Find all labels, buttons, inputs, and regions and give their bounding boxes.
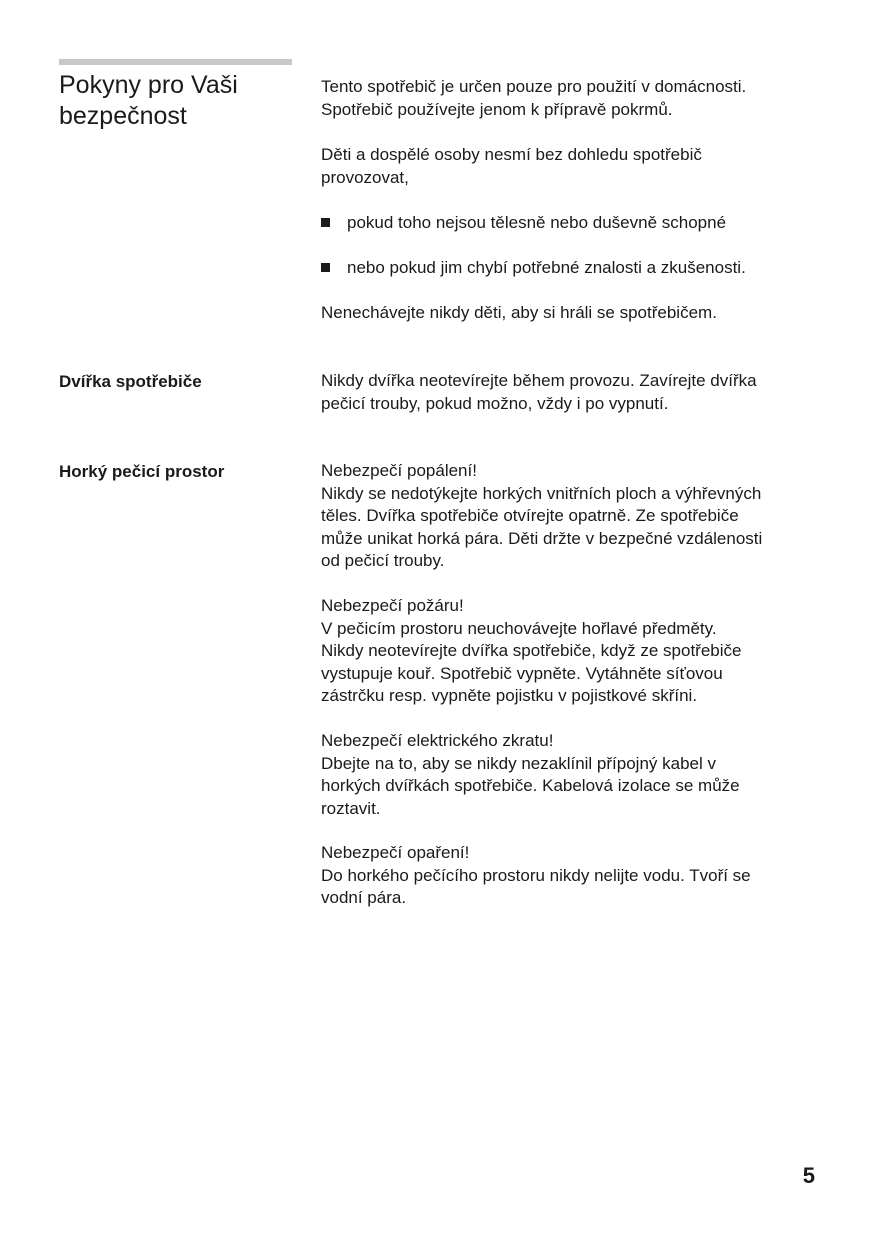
warning-title: Nebezpečí požáru! — [321, 596, 464, 615]
burn-warning — [321, 460, 821, 573]
bullet-item — [321, 257, 821, 280]
warning-line: Nikdy neotevírejte dvířka spotřebiče, když ze spotřebiče — [321, 641, 742, 661]
bullet-item — [321, 212, 821, 235]
fire-warning — [321, 595, 821, 708]
bullet-text: pokud toho nejsou tělesně nebo duševně schopné — [347, 213, 727, 232]
warning-line: horkých dvířkách spotřebiče. Kabelová izolace se může — [321, 776, 740, 796]
page-title-line2: bezpečnost — [59, 102, 187, 130]
warning-line: V pečicím prostoru neuchovávejte hořlavé předměty. — [321, 618, 717, 638]
warning-line: roztavit. — [321, 798, 381, 818]
warning-line: od pečicí trouby. — [321, 551, 445, 571]
header-rule — [59, 59, 292, 65]
warning-line: vodní pára. — [321, 888, 407, 908]
bullet-text: nebo pokud jim chybí potřebné znalosti a zkušenosti. — [347, 258, 746, 277]
page-title — [59, 70, 299, 132]
scald-warning — [321, 842, 821, 910]
intro-paragraph-1 — [321, 76, 821, 121]
warning-line: zástrčku resp. vypněte pojistku v pojistkové skříni. — [321, 686, 698, 706]
intro-line: Tento spotřebič je určen pouze pro použití v domácnosti. — [321, 77, 747, 96]
section-heading-hot-oven: Horký pečicí prostor — [59, 462, 225, 481]
bullet-square-icon — [321, 218, 330, 227]
intro-line: Děti a dospělé osoby nesmí bez dohledu spotřebič — [321, 145, 702, 164]
warning-line: Nikdy se nedotýkejte horkých vnitřních ploch a výhřevných — [321, 483, 762, 503]
section-heading-door: Dvířka spotřebiče — [59, 372, 202, 391]
door-line: pečicí trouby, pokud možno, vždy i po vypnutí. — [321, 393, 669, 413]
warning-line: Dbejte na to, aby se nikdy nezaklínil přípojný kabel v — [321, 753, 717, 773]
intro-line: Nenechávejte nikdy děti, aby si hráli se spotřebičem. — [321, 303, 717, 322]
warning-line: těles. Dvířka spotřebiče otvírejte opatrně. Ze spotřebiče — [321, 506, 739, 526]
warning-title: Nebezpečí opaření! — [321, 843, 470, 862]
intro-paragraph-3 — [321, 302, 821, 325]
page-number: 5 — [802, 1163, 815, 1188]
warning-title: Nebezpečí elektrického zkratu! — [321, 731, 554, 750]
door-paragraph — [321, 370, 821, 415]
intro-line: provozovat, — [321, 167, 409, 187]
page-title-line1: Pokyny pro Vaši — [59, 71, 238, 99]
intro-line: Spotřebič používejte jenom k přípravě pokrmů. — [321, 99, 673, 119]
bullet-square-icon — [321, 263, 330, 272]
warning-line: Do horkého pečícího prostoru nikdy nelijte vodu. Tvoří se — [321, 865, 751, 885]
warning-line: vystupuje kouř. Spotřebič vypněte. Vytáhněte síťovou — [321, 663, 723, 683]
intro-paragraph-2 — [321, 144, 821, 189]
warning-line: může unikat horká pára. Děti držte v bezpečné vzdálenosti — [321, 528, 763, 548]
warning-title: Nebezpečí popálení! — [321, 461, 477, 480]
door-line: Nikdy dvířka neotevírejte během provozu. Zavírejte dvířka — [321, 371, 757, 390]
short-circuit-warning — [321, 730, 821, 820]
